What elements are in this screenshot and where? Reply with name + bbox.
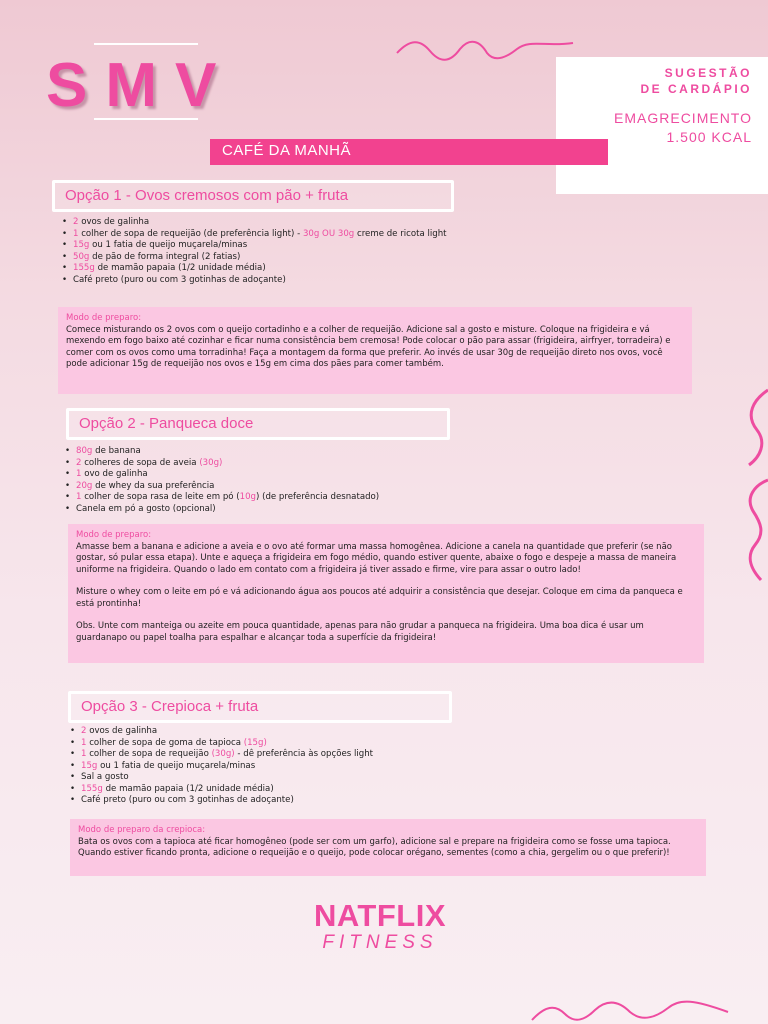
- ingredient-item: [64, 492, 379, 504]
- ingredient-quantity: 80g: [76, 446, 93, 456]
- ingredient-text: de mamão papaia (1/2 unidade média): [102, 783, 274, 794]
- squiggle-right-decoration: [735, 385, 768, 585]
- ingredient-item: [69, 784, 373, 796]
- ingredient-quantity: 15g: [81, 760, 98, 771]
- option2-title: Opção 2 - Panqueca doce: [66, 408, 450, 440]
- ingredient-text: de banana: [92, 446, 141, 456]
- ingredient-text: - dê preferência às opções light: [234, 749, 374, 759]
- prep-paragraph: Comece misturando os 2 ovos com o queijo cortadinho e a colher de requeijão. Adicione sal a gosto e misture. Coloque na frigideira e vá mexendo em fogo baixo até cozinhar e ficar numa consistência bem cremosa! Pode colocar o pão para assar (frigideira, airfryer, torradeira) e comer com os ovos como uma torradinha! Faça a montagem da forma que preferir. Ao invés de usar 30g de requeijão direto nos ovos, você pode adicionar 15g de requeijão nos ovos e 15g em cima dos pães para comer também.: [66, 324, 671, 369]
- menu-suggestion-card: [556, 57, 768, 194]
- ingredient-text: de whey da sua preferência: [92, 480, 215, 491]
- prep-label: Modo de preparo:: [76, 530, 152, 540]
- ingredient-text: colher de sopa de requeijão (de preferência light) -: [78, 228, 303, 239]
- ingredient-item: [64, 446, 379, 458]
- ingredient-item: [61, 263, 447, 275]
- ingredient-text: creme de ricota light: [354, 228, 447, 239]
- ingredient-item: [69, 749, 373, 761]
- card-calories: 1.500 KCAL: [666, 129, 752, 145]
- ingredient-quantity: (30g): [199, 457, 223, 468]
- ingredient-text: Café preto (puro ou com 3 gotinhas de adoçante): [73, 274, 286, 285]
- ingredient-item: [64, 504, 379, 516]
- ingredient-item: [69, 795, 373, 807]
- ingredient-text: ou 1 fatia de queijo muçarela/minas: [97, 760, 256, 771]
- natflix-logo: NATFLIX: [313, 898, 447, 933]
- ingredient-item: [64, 469, 379, 481]
- ingredient-text: colher de sopa de requeijão: [86, 749, 212, 759]
- ingredient-item: [69, 738, 373, 750]
- ingredient-quantity: 15g: [73, 240, 90, 250]
- ingredient-quantity: (30g): [211, 749, 235, 759]
- ingredient-quantity: 1: [76, 469, 82, 479]
- ingredient-text: colher de sopa rasa de leite em pó (: [81, 492, 240, 502]
- ingredient-item: [64, 458, 379, 470]
- option1-preparation: [58, 307, 692, 394]
- ingredient-quantity: 30g OU 30g: [302, 228, 355, 239]
- option2-ingredients: [64, 446, 379, 515]
- prep-text: [78, 837, 698, 860]
- prep-paragraph: Misture o whey com o leite em pó e vá adicionando água aos poucos até adquirir a consistência que desejar. Coloque em cima da panqueca e está prontinha!: [76, 587, 683, 609]
- ingredient-quantity: 10g: [239, 492, 257, 502]
- smv-logo: SMV: [46, 51, 235, 120]
- ingredient-text: ou 1 fatia de queijo muçarela/minas: [89, 240, 248, 250]
- ingredient-item: [61, 275, 447, 287]
- option2-preparation: [68, 524, 704, 663]
- ingredient-item: [61, 229, 447, 241]
- prep-paragraph: Obs. Unte com manteiga ou azeite em pouca quantidade, apenas para não grudar a panqueca na frigideira. Uma boa dica é usar um guardanapo ou papel toalha para espalhar e alcançar toda a superfície da frigideira!: [76, 621, 644, 643]
- prep-text: [66, 325, 684, 371]
- ingredient-item: [61, 252, 447, 264]
- option1-ingredients: [61, 217, 447, 286]
- ingredient-quantity: 155g: [73, 263, 95, 273]
- prep-paragraph: Amasse bem a banana e adicione a aveia e o ovo até formar uma massa homogênea. Adicione a canela na quantidade que preferir (se não gostar, só pular essa etapa). Unte e aqueça a frigideira em fogo médio, quando estiver quente, abaixe o fogo e despeje a massa de maneira uniforme na frigideira. Quando o lado em contato com a frigideira já tiver assado e firme, vire para assar o outro lado!: [76, 541, 677, 575]
- card-title-line1: SUGESTÃO: [664, 66, 752, 80]
- ingredient-quantity: 155g: [81, 783, 103, 794]
- squiggle-bottom-decoration: [530, 990, 730, 1024]
- ingredient-text: colheres de sopa de aveia: [81, 457, 200, 468]
- ingredient-quantity: 20g: [76, 480, 93, 491]
- ingredient-text: de mamão papaia (1/2 unidade média): [94, 263, 266, 273]
- logo-top-rule: [94, 43, 198, 45]
- ingredient-item: [61, 240, 447, 252]
- fitness-logo: FITNESS: [322, 932, 438, 953]
- ingredient-item: [61, 217, 447, 229]
- option1-title: Opção 1 - Ovos cremosos com pão + fruta: [52, 180, 454, 212]
- ingredient-text: ovos de galinha: [78, 217, 150, 227]
- prep-label: Modo de preparo:: [66, 313, 142, 323]
- ingredient-quantity: (15g): [243, 737, 267, 748]
- ingredient-quantity: 1: [76, 492, 82, 502]
- ingredient-text: colher de sopa de goma de tapioca: [86, 737, 244, 748]
- ingredient-item: [69, 761, 373, 773]
- option3-preparation: [70, 819, 706, 876]
- ingredient-text: Canela em pó a gosto (opcional): [76, 503, 216, 514]
- option3-ingredients: [69, 726, 373, 807]
- ingredient-text: ovo de galinha: [81, 469, 148, 479]
- ingredient-item: [69, 726, 373, 738]
- card-goal: EMAGRECIMENTO: [614, 110, 752, 126]
- ingredient-quantity: 2: [76, 457, 82, 468]
- card-title-line2: DE CARDÁPIO: [640, 82, 752, 96]
- ingredient-quantity: 2: [73, 217, 79, 227]
- option3-title: Opção 3 - Crepioca + fruta: [68, 691, 452, 723]
- prep-label: Modo de preparo da crepioca:: [78, 825, 206, 835]
- ingredient-item: [64, 481, 379, 493]
- ingredient-quantity: 50g: [73, 251, 90, 262]
- ingredient-text: Sal a gosto: [81, 772, 129, 782]
- ingredient-quantity: 1: [81, 749, 87, 759]
- ingredient-quantity: 1: [73, 228, 79, 239]
- section-banner: CAFÉ DA MANHÃ: [210, 139, 608, 165]
- prep-paragraph: Bata os ovos com a tapioca até ficar homogêneo (pode ser com um garfo), adicione sal e prepare na frigideira como se fosse uma tapioca. Quando estiver ficando pronta, adicione o requeijão e o queijo, pode colocar orégano, sementes (como a chia, gergelim ou o que preferir)!: [78, 836, 671, 858]
- prep-text: [76, 542, 696, 645]
- ingredient-item: [69, 772, 373, 784]
- squiggle-top-decoration: [395, 35, 575, 65]
- ingredient-quantity: 1: [81, 737, 87, 748]
- ingredient-text: ovos de galinha: [86, 726, 158, 736]
- ingredient-text: ) (de preferência desnatado): [256, 492, 380, 502]
- ingredient-quantity: 2: [81, 726, 87, 736]
- ingredient-text: de pão de forma integral (2 fatias): [89, 251, 241, 262]
- ingredient-text: Café preto (puro ou com 3 gotinhas de adoçante): [81, 795, 294, 805]
